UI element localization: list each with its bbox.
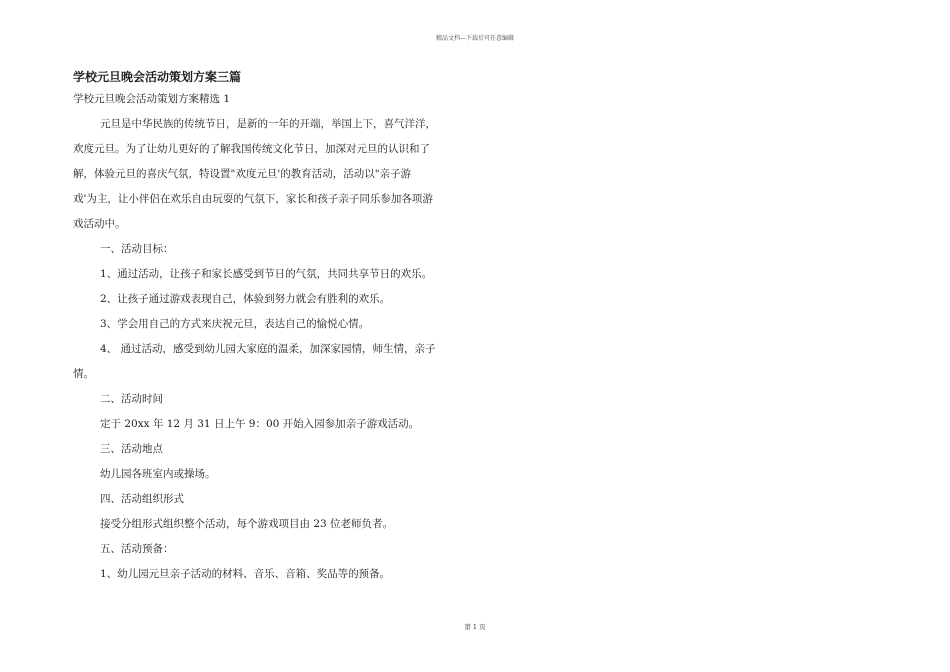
paragraph-line: 接受分组形式组织整个活动，每个游戏项目由 23 位老师负者。 <box>100 518 394 530</box>
list-item: 2、让孩子通过游戏表现自己，体验到努力就会有胜利的欢乐。 <box>100 293 391 305</box>
list-item: 3、学会用自己的方式来庆祝元旦，表达自己的愉悦心情。 <box>100 318 370 330</box>
paragraph-line: 元旦是中华民族的传统节日，是新的一年的开端，举国上下，喜气洋洋， <box>100 118 436 130</box>
paragraph-line: 欢度元旦。为了让幼儿更好的了解我国传统文化节日，加深对元旦的认识和了 <box>73 143 430 155</box>
section-heading: 二、活动时间 <box>100 393 163 405</box>
section-heading: 一、活动目标： <box>100 243 174 255</box>
paragraph-line: 幼儿园各班室内或操场。 <box>100 468 216 480</box>
page-number: 第 1 页 <box>464 623 486 631</box>
paragraph-line: 解，体验元旦的喜庆气氛，特设置"欢度元旦'的教育活动，活动以"亲子游 <box>73 168 412 180</box>
list-item: 1、幼儿园元旦亲子活动的材料、音乐、音箱、奖品等的预备。 <box>100 568 391 580</box>
document-title: 学校元旦晚会活动策划方案三篇 <box>73 70 242 84</box>
section-heading: 三、活动地点 <box>100 443 163 455</box>
section-heading: 五、活动预备： <box>100 543 174 555</box>
list-item-continuation: 情。 <box>73 368 94 380</box>
paragraph-line: 戏'为主，让小伴侣在欢乐自由玩耍的气氛下，家长和孩子亲子同乐参加各项游 <box>73 193 433 205</box>
list-item: 4、 通过活动，感受到幼儿园大家庭的温柔，加深家园情，师生情，亲子 <box>100 343 436 355</box>
paragraph-line: 定于 20xx 年 12 月 31 日上午 9：00 开始入园参加亲子游戏活动。 <box>100 418 420 430</box>
paragraph-line: 戏活动中。 <box>73 218 126 230</box>
subtitle-line: 学校元旦晚会活动策划方案精选 1 <box>73 93 231 105</box>
section-heading: 四、活动组织形式 <box>100 493 184 505</box>
page-header: 精品文档---下载后可任意编辑 <box>435 35 515 42</box>
list-item: 1、通过活动，让孩子和家长感受到节日的气氛，共同共享节日的欢乐。 <box>100 268 433 280</box>
